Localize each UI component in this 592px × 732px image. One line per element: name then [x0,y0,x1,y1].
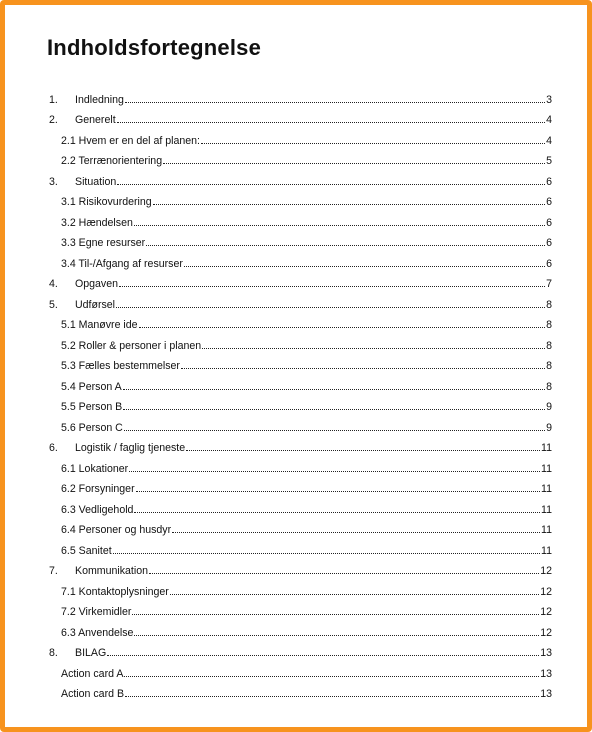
toc-entry-title: Indledning [75,93,124,106]
toc-entry-page: 9 [546,421,552,434]
toc-entry-page: 8 [546,339,552,352]
toc-entry[interactable] [47,680,552,701]
toc-entry-page: 4 [546,134,552,147]
toc-entry-title: 7.2 Virkemidler [61,606,132,618]
toc-entry-title: 6.3 Anvendelse [61,626,134,639]
toc-entry[interactable] [47,229,552,250]
toc-entry[interactable] [47,270,552,291]
toc-entry[interactable] [47,577,552,598]
toc-dot-leader [116,307,545,308]
page-title: Indholdsfortegnelse [47,35,262,60]
toc-entry-title: 3.4 Til-/Afgang af resurser [61,257,183,270]
toc-entry[interactable] [47,167,552,188]
toc-dot-leader [124,676,539,677]
toc-entry[interactable] [47,249,552,270]
toc-entry-number: 2. [49,114,58,126]
toc-entry-number: 5. [49,298,58,311]
toc-entry-number: 3. [49,175,58,188]
toc-entry-page: 6 [546,257,552,270]
toc-dot-leader [201,143,545,144]
toc-entry-title: 5.2 Roller & personer i planen [61,339,202,352]
toc-entry[interactable] [47,311,552,332]
toc-entry[interactable] [47,106,552,127]
toc-entry-title: 5.4 Person A [61,380,122,393]
toc-entry-title: 6.3 Vedligehold [61,503,134,516]
toc-entry-title: 3.2 Hændelsen [61,216,133,229]
toc-dot-leader [125,102,545,103]
toc-dot-leader [125,696,539,697]
toc-entry[interactable] [47,413,552,434]
toc-entry[interactable] [47,639,552,660]
toc-dot-leader [149,573,539,574]
toc-entry[interactable] [47,475,552,496]
toc-entry[interactable] [47,188,552,209]
toc-entry-page: 13 [540,647,552,659]
toc-entry-number: 7. [49,565,58,577]
toc-entry-title: 5.6 Person C [61,421,123,434]
toc-entry-page: 12 [540,606,552,618]
toc-entry-title: 5.5 Person B [61,401,123,413]
toc-entry-page: 11 [541,503,552,516]
toc-entry-page: 11 [541,544,552,557]
toc-entry[interactable] [47,536,552,557]
toc-dot-leader [202,348,545,349]
toc-entry[interactable] [47,126,552,147]
toc-entry-page: 7 [546,278,552,290]
toc-entry-page: 11 [541,462,552,475]
toc-dot-leader [146,245,545,246]
toc-entry-title: 5.3 Fælles bestemmelser [61,360,180,372]
toc-entry[interactable] [47,454,552,475]
toc-entry-title: 3.3 Egne resurser [61,237,146,249]
toc-dot-leader [134,635,539,636]
toc-dot-leader [134,512,540,513]
toc-dot-leader [153,204,545,205]
toc-dot-leader [124,430,545,431]
toc-entry-title: 6.1 Lokationer [61,462,129,475]
toc-entry-title: Opgaven [75,278,118,290]
toc-entry-page: 12 [540,626,552,639]
toc-entry[interactable] [47,659,552,680]
toc-dot-leader [139,327,546,328]
toc-entry-number: 8. [49,647,58,659]
toc-entry-title: Logistik / faglig tjeneste [75,442,186,454]
toc-entry-title: 3.1 Risikovurdering [61,196,152,208]
toc-entry-page: 6 [546,196,552,208]
toc-entry-page: 13 [540,688,552,700]
toc-entry[interactable] [47,598,552,619]
toc-entry-page: 8 [546,319,552,331]
toc-entry-page: 4 [546,114,552,126]
toc-entry-title: 6.2 Forsyninger [61,483,135,495]
toc-entry-title: 2.1 Hvem er en del af planen: [61,134,200,147]
toc-entry-title: 2.2 Terrænorientering [61,155,163,167]
toc-dot-leader [186,450,540,451]
toc-entry-page: 8 [546,380,552,393]
toc-entry-number: 1. [49,93,58,106]
toc-entry-page: 6 [546,175,552,188]
toc-entry-number: 6. [49,442,58,454]
toc-entry-page: 11 [541,524,552,536]
toc-entry-page: 12 [540,565,552,577]
toc-entry-title: Situation [75,175,117,188]
toc-entry[interactable] [47,85,552,106]
toc-entry[interactable] [47,516,552,537]
toc-entry[interactable] [47,352,552,373]
toc-entry-title: 6.5 Sanitet [61,544,112,557]
toc-dot-leader [119,286,545,287]
toc-entry-page: 5 [546,155,552,167]
toc-dot-leader [123,409,545,410]
toc-entry-page: 11 [541,442,552,454]
toc-entry[interactable] [47,393,552,414]
toc-entry-title: 7.1 Kontaktoplysninger [61,585,169,598]
toc-entry-number: 4. [49,278,58,290]
toc-entry[interactable] [47,290,552,311]
toc-entry-page: 6 [546,216,552,229]
toc-entry[interactable] [47,147,552,168]
toc-entry-page: 9 [546,401,552,413]
table-of-contents [47,85,552,700]
toc-entry[interactable] [47,434,552,455]
toc-entry-title: Kommunikation [75,565,149,577]
toc-dot-leader [123,389,545,390]
toc-dot-leader [163,163,545,164]
toc-entry-page: 13 [540,667,552,680]
toc-entry-page: 6 [546,237,552,249]
toc-dot-leader [117,184,545,185]
toc-entry-title: 5.1 Manøvre ide [61,319,138,331]
toc-entry[interactable] [47,372,552,393]
toc-entry-page: 12 [540,585,552,598]
toc-entry-page: 11 [541,483,552,495]
toc-entry-title: Action card B [61,688,125,700]
toc-entry[interactable] [47,618,552,639]
toc-dot-leader [107,655,539,656]
toc-entry[interactable] [47,557,552,578]
toc-entry-page: 8 [546,298,552,311]
toc-dot-leader [170,594,539,595]
toc-dot-leader [172,532,540,533]
toc-dot-leader [134,225,545,226]
toc-entry-title: Udførsel [75,298,116,311]
toc-entry[interactable] [47,331,552,352]
toc-entry-page: 3 [546,93,552,106]
toc-entry-title: Action card A [61,667,124,680]
toc-dot-leader [184,266,545,267]
toc-dot-leader [136,491,540,492]
toc-entry-page: 8 [546,360,552,372]
toc-dot-leader [181,368,545,369]
toc-entry-title: Generelt [75,114,116,126]
toc-entry[interactable] [47,208,552,229]
toc-entry-title: 6.4 Personer og husdyr [61,524,172,536]
toc-dot-leader [132,614,539,615]
toc-dot-leader [113,553,540,554]
toc-entry[interactable] [47,495,552,516]
toc-dot-leader [117,122,545,123]
toc-dot-leader [129,471,540,472]
toc-entry-title: BILAG [75,647,107,659]
